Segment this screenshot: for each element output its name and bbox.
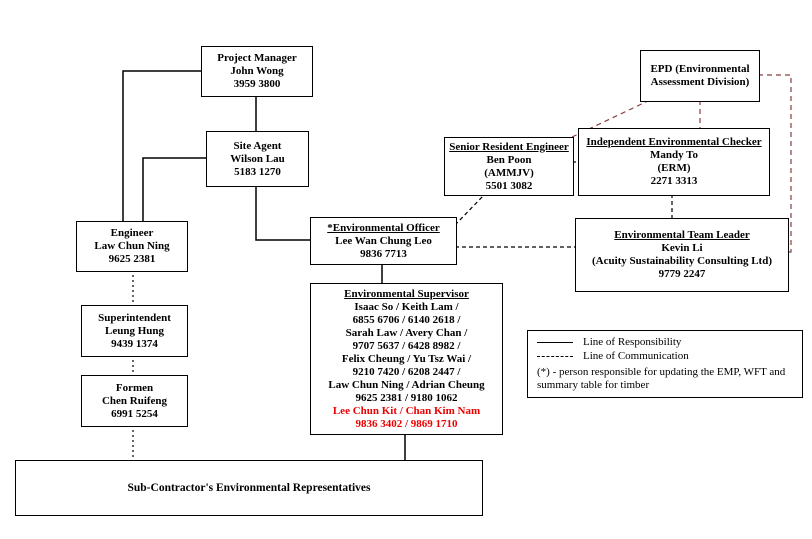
person-name: Ben Poon bbox=[486, 153, 532, 166]
supervisor-phones: 9625 2381 / 9180 1062 bbox=[355, 391, 458, 404]
sub-contractor-label: Sub-Contractor's Environmental Representatives bbox=[127, 481, 371, 494]
role-title: *Environmental Officer bbox=[327, 221, 440, 234]
epd-box bbox=[640, 50, 760, 102]
project-manager-box bbox=[201, 46, 313, 97]
supervisor-phones: 9707 5637 / 6428 8982 / bbox=[352, 339, 461, 352]
site-agent-box bbox=[206, 131, 309, 187]
environmental-officer-box bbox=[310, 217, 457, 265]
person-name: Wilson Lau bbox=[230, 152, 285, 165]
legend-responsibility-label: Line of Responsibility bbox=[583, 336, 682, 348]
role-title: Formen bbox=[115, 381, 154, 394]
sub-contractor-box bbox=[15, 460, 483, 516]
phone-number: 9439 1374 bbox=[111, 337, 158, 350]
environmental-team-leader-box bbox=[575, 218, 789, 292]
phone-number: 5501 3082 bbox=[485, 179, 533, 192]
role-title: Superintendent bbox=[98, 311, 171, 324]
person-name: Law Chun Ning bbox=[94, 240, 170, 252]
org-name-line2: Assessment Division) bbox=[650, 76, 750, 88]
supervisor-phones-highlighted: 9836 3402 / 9869 1710 bbox=[355, 417, 458, 430]
supervisor-names-highlighted: Lee Chun Kit / Chan Kim Nam bbox=[332, 404, 481, 417]
legend-box bbox=[527, 330, 803, 398]
person-name: John Wong bbox=[230, 65, 284, 77]
person-name: Mandy To bbox=[650, 149, 698, 161]
person-name: Chen Ruifeng bbox=[101, 394, 168, 407]
connector-siteagent-eo bbox=[256, 185, 310, 240]
legend-communication-label: Line of Communication bbox=[583, 350, 689, 362]
legend-communication-row bbox=[537, 350, 793, 363]
senior-resident-engineer-box bbox=[444, 137, 574, 196]
supervisor-names: Sarah Law / Avery Chan / bbox=[345, 326, 468, 339]
superintendent-box bbox=[81, 305, 188, 357]
role-title: Project Manager bbox=[217, 52, 297, 64]
supervisor-names: Felix Cheung / Yu Tsz Wai / bbox=[341, 352, 472, 365]
supervisor-phones: 9210 7420 / 6208 2447 / bbox=[352, 365, 461, 378]
independent-environmental-checker-box bbox=[578, 128, 770, 196]
supervisor-names: Law Chun Ning / Adrian Cheung bbox=[328, 378, 485, 391]
legend-note: (*) - person responsible for updating the EMP, WFT and summary table for timber bbox=[537, 366, 786, 391]
org-name-line1: EPD (Environmental bbox=[650, 63, 750, 75]
role-title: Independent Environmental Checker bbox=[586, 136, 762, 148]
phone-number: 3959 3800 bbox=[233, 78, 281, 90]
legend-responsibility-row bbox=[537, 336, 793, 349]
supervisor-phones: 6855 6706 / 6140 2618 / bbox=[352, 313, 461, 326]
phone-number: 9779 2247 bbox=[658, 268, 706, 280]
connector-eo-sre bbox=[455, 194, 485, 225]
company-name: (ERM) bbox=[657, 162, 691, 174]
role-title: Senior Resident Engineer bbox=[449, 140, 569, 153]
role-title: Environmental Supervisor bbox=[344, 287, 469, 300]
engineer-box bbox=[76, 221, 188, 272]
formen-box bbox=[81, 375, 188, 427]
environmental-supervisor-box bbox=[310, 283, 503, 435]
dashed-line-sample bbox=[537, 356, 573, 357]
connector-pm-engineer bbox=[123, 71, 201, 221]
company-name: (Acuity Sustainability Consulting Ltd) bbox=[591, 255, 772, 267]
phone-number: 5183 1270 bbox=[234, 165, 281, 178]
connector-siteagent-engineer bbox=[143, 158, 206, 221]
role-title: Site Agent bbox=[233, 139, 282, 152]
supervisor-names: Isaac So / Keith Lam / bbox=[354, 300, 459, 313]
solid-line-sample bbox=[537, 342, 573, 343]
company-name: (AMMJV) bbox=[484, 166, 534, 179]
role-title: Environmental Team Leader bbox=[614, 229, 750, 241]
person-name: Lee Wan Chung Leo bbox=[335, 234, 432, 247]
phone-number: 9836 7713 bbox=[360, 247, 407, 260]
person-name: Kevin Li bbox=[661, 242, 703, 254]
phone-number: 2271 3313 bbox=[650, 175, 698, 187]
person-name: Leung Hung bbox=[105, 324, 164, 337]
role-title: Engineer bbox=[110, 227, 154, 239]
phone-number: 6991 5254 bbox=[111, 407, 158, 420]
phone-number: 9625 2381 bbox=[108, 253, 156, 265]
